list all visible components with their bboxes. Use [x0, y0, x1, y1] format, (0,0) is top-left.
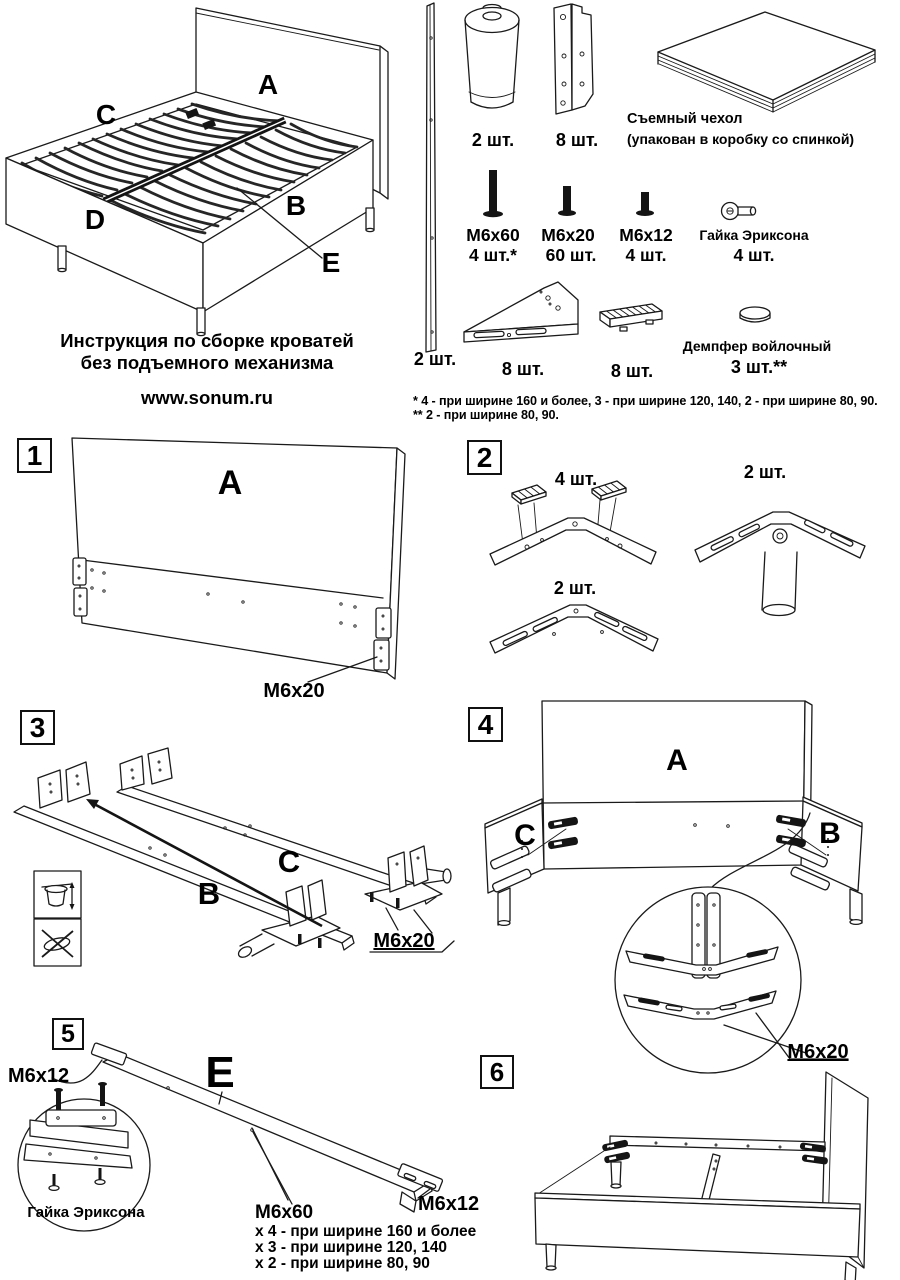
website-link: www.sonum.ru: [141, 387, 273, 408]
overview-label-a: A: [257, 69, 279, 100]
step3-rail-b-label: B: [197, 876, 221, 911]
parts-corner-bracket-qty: 8 шт.: [555, 130, 599, 150]
parts-side-strip-qty: 2 шт.: [413, 349, 457, 369]
leg-part-illustration: [462, 4, 524, 122]
corner-bracket-part-illustration: [544, 2, 602, 118]
erikson-nut-icon: [720, 200, 764, 224]
step1-panel-label: A: [217, 464, 243, 502]
step6-number: 6: [480, 1055, 514, 1089]
step1-number: 1: [17, 438, 52, 473]
step3-number: 3: [20, 710, 55, 745]
corner-plate-part-illustration: [460, 280, 590, 354]
parts-bolt-m6x60-qty: 4 шт.*: [469, 245, 517, 265]
step3-fastener-label: M6x20: [373, 930, 435, 952]
support-pad-part-illustration: [596, 302, 672, 350]
bolt-m6x20-icon: [556, 184, 578, 222]
parts-bolt-m6x12-name: М6х12: [619, 225, 673, 245]
parts-erikson-nut-name: Гайка Эриксона: [699, 227, 809, 243]
parts-cover-title: Съемный чехол: [627, 111, 743, 127]
parts-felt-damper-name: Демпфер войлочный: [682, 338, 832, 354]
parts-bolt-m6x60-name: М6х60: [466, 225, 520, 245]
parts-corner-plate-qty: 8 шт.: [501, 359, 545, 379]
step5-m6x60-note-3: х 2 - при ширине 80, 90: [255, 1255, 430, 1272]
step5-number: 5: [52, 1018, 84, 1050]
step4-fastener-label: M6x20: [787, 1041, 849, 1063]
parts-support-pad-qty: 8 шт.: [610, 361, 654, 381]
parts-bolt-m6x20-name: М6х20: [541, 225, 595, 245]
step5-m6x60-note-2: х 3 - при ширине 120, 140: [255, 1239, 448, 1256]
footnote-2: ** 2 - при ширине 80, 90.: [413, 408, 559, 422]
parts-felt-damper-qty: 3 шт.**: [730, 357, 788, 377]
page-title-line2: без подъемного механизма: [80, 352, 334, 373]
step4-number: 4: [468, 707, 503, 742]
side-strip-part-illustration: [420, 0, 444, 356]
bolt-m6x60-icon: [482, 168, 504, 222]
step5-fastener-right-label: M6x12: [418, 1193, 480, 1215]
parts-erikson-nut-qty: 4 шт.: [733, 245, 775, 265]
step5-m6x60-note-1: х 4 - при ширине 160 и более: [255, 1223, 477, 1240]
step4-rail-c-label: C: [514, 819, 536, 852]
step3-rail-c-label: C: [277, 844, 301, 879]
overview-label-d: D: [84, 204, 106, 235]
overview-label-b: B: [285, 190, 307, 221]
step2-number: 2: [467, 440, 502, 475]
bolt-m6x12-icon: [634, 190, 656, 222]
step2-leg-plate-qty: 2 шт.: [743, 462, 787, 482]
step4-panel-label: A: [666, 744, 688, 777]
step5-nut-label: Гайка Эриксона: [27, 1204, 145, 1221]
page-title-line1: Инструкция по сборке кроватей: [60, 330, 354, 351]
overview-label-c: C: [95, 99, 117, 130]
overview-label-e: E: [321, 247, 341, 278]
step2-damper-qty: 4 шт.: [554, 469, 598, 489]
step5-fastener-left-label: М6х12: [8, 1065, 70, 1087]
footnote-1: * 4 - при ширине 160 и более, 3 - при ширине 120, 140, 2 - при ширине 80, 90.: [413, 394, 878, 408]
felt-damper-part-illustration: [736, 304, 776, 330]
parts-bolt-m6x12-qty: 4 шт.: [625, 245, 667, 265]
cover-part-illustration: [652, 6, 892, 118]
step4-rail-b-label: B: [819, 817, 841, 850]
step1-fastener-label: M6x20: [263, 680, 325, 702]
step6-illustration: [476, 1048, 900, 1280]
parts-leg-qty: 2 шт.: [471, 130, 515, 150]
parts-bolt-m6x20-qty: 60 шт.: [545, 245, 597, 265]
step2-illustration: [452, 452, 880, 692]
parts-cover-note: (упакован в коробку со спинкой): [627, 131, 855, 147]
step2-plain-plate-qty: 2 шт.: [553, 578, 597, 598]
step5-m6x60-label: М6х60: [255, 1202, 314, 1223]
step5-beam-label: E: [205, 1048, 235, 1097]
overview-bed-illustration: [0, 0, 420, 340]
